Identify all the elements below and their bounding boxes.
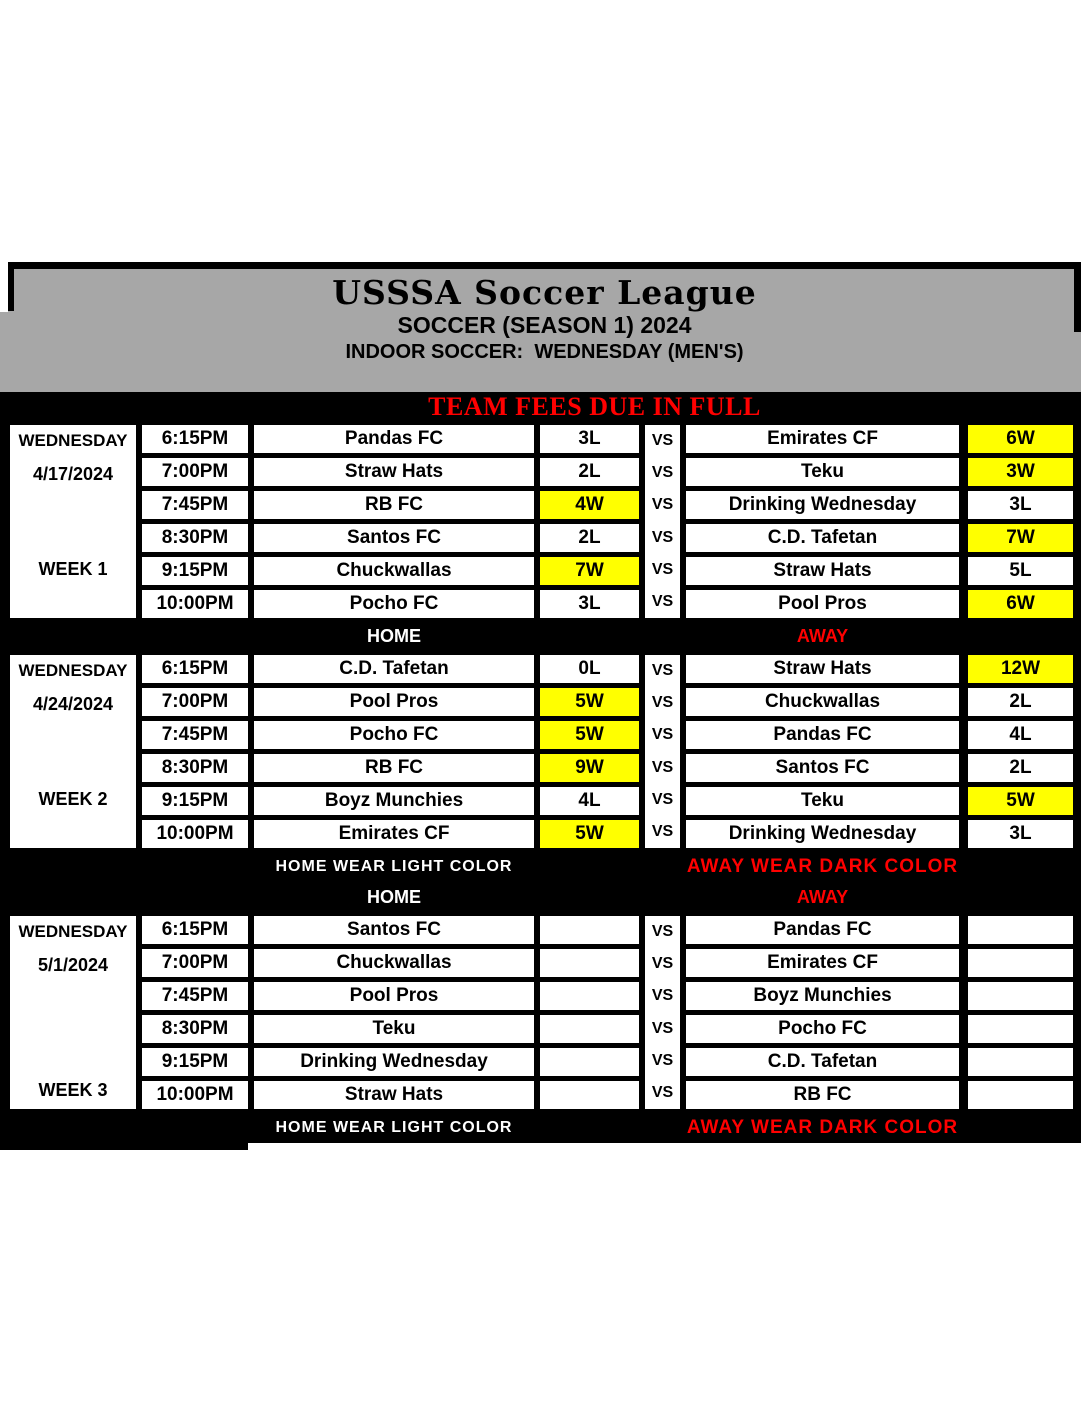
home-team-cell: RB FC bbox=[254, 491, 534, 519]
time-cell: 7:00PM bbox=[142, 458, 248, 486]
home-score-cell: 4W bbox=[540, 491, 639, 519]
week-1-label-cell bbox=[10, 425, 136, 618]
home-team-cell: Pocho FC bbox=[254, 590, 534, 618]
away-score-cell: 5W bbox=[968, 787, 1073, 815]
time-cell: 10:00PM bbox=[142, 1081, 248, 1109]
away-bar-label: AWAY bbox=[796, 626, 849, 646]
home-score-cell: 5W bbox=[540, 688, 639, 716]
date-label: 4/17/2024 bbox=[32, 464, 114, 484]
time-cell: 7:45PM bbox=[142, 491, 248, 519]
away-team-cell: Santos FC bbox=[686, 754, 959, 782]
time-cell: 7:45PM bbox=[142, 721, 248, 749]
vs-label: VS bbox=[651, 726, 674, 744]
vs-label: VS bbox=[651, 560, 674, 578]
away-score-cell: 3W bbox=[968, 458, 1073, 486]
vs-label: VS bbox=[651, 1019, 674, 1037]
home-score-cell: 5W bbox=[540, 721, 639, 749]
home-score-cell: 3L bbox=[540, 590, 639, 618]
vs-label: VS bbox=[651, 955, 674, 973]
vs-label: VS bbox=[651, 923, 674, 941]
away-bar-label: AWAY bbox=[796, 887, 849, 907]
uniform-color-bar bbox=[0, 1112, 1081, 1143]
time-cell: 9:15PM bbox=[142, 787, 248, 815]
vs-label: VS bbox=[651, 662, 674, 680]
scan-artifact bbox=[0, 1143, 248, 1150]
home-team-cell: Boyz Munchies bbox=[254, 787, 534, 815]
date-label: 5/1/2024 bbox=[37, 955, 109, 975]
time-cell: 10:00PM bbox=[142, 820, 248, 848]
week-1-block bbox=[0, 422, 1081, 621]
vs-label: VS bbox=[651, 758, 674, 776]
fees-notice-text: TEAM FEES DUE IN FULL bbox=[428, 392, 761, 421]
away-team-cell: Boyz Munchies bbox=[686, 982, 959, 1010]
away-team-cell: Teku bbox=[686, 787, 959, 815]
day-label: WEDNESDAY bbox=[18, 661, 128, 680]
league-title: USSSA Soccer League bbox=[332, 273, 757, 312]
away-team-cell: Chuckwallas bbox=[686, 688, 959, 716]
home-score-cell bbox=[540, 1048, 639, 1076]
away-team-cell: C.D. Tafetan bbox=[686, 524, 959, 552]
away-team-cell: Emirates CF bbox=[686, 949, 959, 977]
home-team-cell: C.D. Tafetan bbox=[254, 655, 534, 683]
home-score-cell: 2L bbox=[540, 458, 639, 486]
time-cell: 6:15PM bbox=[142, 916, 248, 944]
time-cell: 9:15PM bbox=[142, 557, 248, 585]
vs-label: VS bbox=[651, 496, 674, 514]
home-team-cell: Pandas FC bbox=[254, 425, 534, 453]
away-team-cell: Pocho FC bbox=[686, 1015, 959, 1043]
fees-notice-band bbox=[0, 392, 1081, 422]
week-3-block bbox=[0, 913, 1081, 1112]
away-team-cell: RB FC bbox=[686, 1081, 959, 1109]
home-team-cell: Santos FC bbox=[254, 916, 534, 944]
away-score-cell: 6W bbox=[968, 590, 1073, 618]
away-team-cell: Straw Hats bbox=[686, 655, 959, 683]
away-wear-label: AWAY WEAR DARK COLOR bbox=[686, 855, 959, 877]
vs-label: VS bbox=[651, 987, 674, 1005]
home-score-cell bbox=[540, 1015, 639, 1043]
vs-column bbox=[645, 655, 680, 848]
time-cell: 9:15PM bbox=[142, 1048, 248, 1076]
vs-label: VS bbox=[651, 432, 674, 450]
away-score-cell bbox=[968, 982, 1073, 1010]
time-cell: 8:30PM bbox=[142, 754, 248, 782]
vs-column bbox=[645, 916, 680, 1109]
home-score-cell: 4L bbox=[540, 787, 639, 815]
home-bar-label: HOME bbox=[367, 887, 421, 907]
away-team-cell: Pandas FC bbox=[686, 721, 959, 749]
week-number-label: WEEK 1 bbox=[38, 559, 108, 579]
vs-label: VS bbox=[651, 822, 674, 840]
week-3-label-cell bbox=[10, 916, 136, 1109]
home-away-bar bbox=[0, 882, 1081, 913]
day-label: WEDNESDAY bbox=[18, 431, 128, 450]
scan-artifact bbox=[0, 312, 8, 392]
home-team-cell: Chuckwallas bbox=[254, 557, 534, 585]
away-score-cell: 4L bbox=[968, 721, 1073, 749]
home-score-cell: 0L bbox=[540, 655, 639, 683]
home-team-cell: Emirates CF bbox=[254, 820, 534, 848]
vs-label: VS bbox=[651, 694, 674, 712]
week-number-label: WEEK 3 bbox=[38, 1080, 108, 1100]
uniform-color-bar bbox=[0, 851, 1081, 882]
home-score-cell bbox=[540, 916, 639, 944]
vs-label: VS bbox=[651, 1051, 674, 1069]
home-team-cell: Drinking Wednesday bbox=[254, 1048, 534, 1076]
home-score-cell: 2L bbox=[540, 524, 639, 552]
time-cell: 8:30PM bbox=[142, 524, 248, 552]
away-score-cell: 3L bbox=[968, 820, 1073, 848]
away-score-cell: 12W bbox=[968, 655, 1073, 683]
time-cell: 6:15PM bbox=[142, 425, 248, 453]
home-score-cell: 3L bbox=[540, 425, 639, 453]
away-team-cell: Drinking Wednesday bbox=[686, 491, 959, 519]
vs-column bbox=[645, 425, 680, 618]
day-label: WEDNESDAY bbox=[18, 922, 128, 941]
away-team-cell: Pandas FC bbox=[686, 916, 959, 944]
away-score-cell bbox=[968, 1081, 1073, 1109]
home-team-cell: Santos FC bbox=[254, 524, 534, 552]
home-score-cell bbox=[540, 982, 639, 1010]
away-score-cell bbox=[968, 949, 1073, 977]
home-score-cell bbox=[540, 1081, 639, 1109]
away-score-cell: 3L bbox=[968, 491, 1073, 519]
home-team-cell: Pool Pros bbox=[254, 688, 534, 716]
home-away-bar bbox=[0, 621, 1081, 652]
away-score-cell: 5L bbox=[968, 557, 1073, 585]
vs-label: VS bbox=[651, 464, 674, 482]
time-cell: 7:00PM bbox=[142, 949, 248, 977]
scan-artifact bbox=[1074, 269, 1081, 332]
home-score-cell: 9W bbox=[540, 754, 639, 782]
vs-label: VS bbox=[651, 1083, 674, 1101]
time-cell: 7:45PM bbox=[142, 982, 248, 1010]
home-score-cell bbox=[540, 949, 639, 977]
week-number-label: WEEK 2 bbox=[38, 789, 108, 809]
away-score-cell bbox=[968, 916, 1073, 944]
date-label: 4/24/2024 bbox=[32, 694, 114, 714]
week-2-label-cell bbox=[10, 655, 136, 848]
away-score-cell bbox=[968, 1015, 1073, 1043]
away-score-cell: 6W bbox=[968, 425, 1073, 453]
season-subtitle: SOCCER (SEASON 1) 2024 bbox=[397, 312, 692, 338]
time-cell: 7:00PM bbox=[142, 688, 248, 716]
time-cell: 6:15PM bbox=[142, 655, 248, 683]
schedule-sheet bbox=[0, 262, 1081, 1143]
away-score-cell bbox=[968, 1048, 1073, 1076]
time-cell: 8:30PM bbox=[142, 1015, 248, 1043]
vs-label: VS bbox=[651, 592, 674, 610]
home-team-cell: Teku bbox=[254, 1015, 534, 1043]
week-2-block bbox=[0, 652, 1081, 851]
home-team-cell: Straw Hats bbox=[254, 1081, 534, 1109]
home-score-cell: 5W bbox=[540, 820, 639, 848]
time-cell: 10:00PM bbox=[142, 590, 248, 618]
home-wear-label: HOME WEAR LIGHT COLOR bbox=[275, 1118, 513, 1136]
away-team-cell: Emirates CF bbox=[686, 425, 959, 453]
home-team-cell: Straw Hats bbox=[254, 458, 534, 486]
home-team-cell: RB FC bbox=[254, 754, 534, 782]
away-score-cell: 7W bbox=[968, 524, 1073, 552]
scan-artifact bbox=[8, 269, 14, 311]
home-team-cell: Pool Pros bbox=[254, 982, 534, 1010]
away-team-cell: Straw Hats bbox=[686, 557, 959, 585]
vs-label: VS bbox=[651, 528, 674, 546]
away-team-cell: Drinking Wednesday bbox=[686, 820, 959, 848]
home-score-cell: 7W bbox=[540, 557, 639, 585]
home-wear-label: HOME WEAR LIGHT COLOR bbox=[275, 857, 513, 875]
home-team-cell: Pocho FC bbox=[254, 721, 534, 749]
home-bar-label: HOME bbox=[367, 626, 421, 646]
away-wear-label: AWAY WEAR DARK COLOR bbox=[686, 1116, 959, 1138]
away-team-cell: C.D. Tafetan bbox=[686, 1048, 959, 1076]
away-score-cell: 2L bbox=[968, 688, 1073, 716]
away-team-cell: Pool Pros bbox=[686, 590, 959, 618]
division-subtitle: INDOOR SOCCER: WEDNESDAY (MEN'S) bbox=[345, 341, 744, 363]
away-score-cell: 2L bbox=[968, 754, 1073, 782]
home-team-cell: Chuckwallas bbox=[254, 949, 534, 977]
league-header bbox=[8, 262, 1081, 392]
away-team-cell: Teku bbox=[686, 458, 959, 486]
vs-label: VS bbox=[651, 790, 674, 808]
